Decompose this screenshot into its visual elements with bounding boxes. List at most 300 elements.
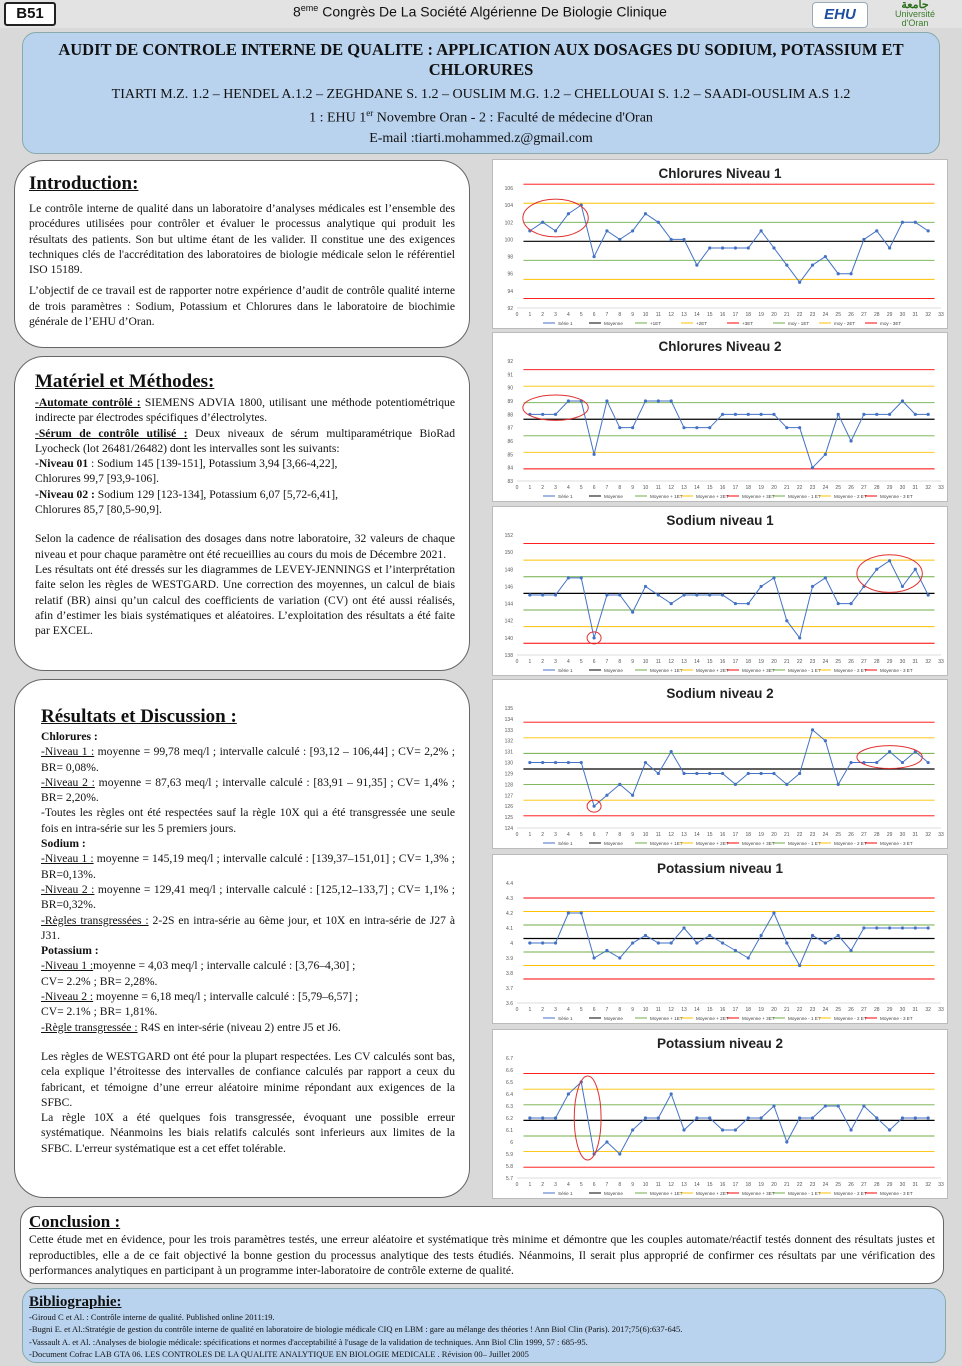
x-tick-label: 25 bbox=[835, 1182, 841, 1188]
data-point bbox=[554, 593, 557, 596]
x-tick-label: 23 bbox=[809, 832, 816, 838]
legend-label: Moyenne - 2 ET bbox=[834, 1191, 867, 1196]
x-tick-label: 14 bbox=[694, 312, 700, 318]
conclusion-text: Cette étude met en évidence, pour les trois paramètres testés, une erreur aléatoire et systématique très minime et démontre que les couples automate/réactif testés donnent des résultats justes et reproductibles, elle a de ce fait objectivé la bonne gestion du processus analytique des tests étudiés. Néanmoins, Il serait plus approprié de confirmer ces résultats par une vérification des performances analytiques en participant à un programme inter-laboratoire de contrôle externe de qualité. bbox=[29, 1233, 935, 1277]
data-point bbox=[875, 926, 878, 929]
x-tick-label: 3 bbox=[554, 832, 557, 838]
data-point bbox=[541, 941, 544, 944]
x-tick-label: 19 bbox=[758, 312, 764, 318]
x-tick-label: 8 bbox=[618, 485, 622, 491]
x-tick-label: 21 bbox=[784, 659, 790, 665]
data-point bbox=[592, 453, 595, 456]
data-point bbox=[682, 426, 685, 429]
data-point bbox=[605, 1140, 608, 1143]
data-point bbox=[592, 805, 595, 808]
y-tick-label: 6 bbox=[510, 1140, 513, 1146]
x-tick-label: 31 bbox=[912, 1182, 919, 1188]
data-point bbox=[849, 949, 852, 952]
x-tick-label: 30 bbox=[899, 1007, 906, 1013]
x-tick-label: 6 bbox=[592, 312, 596, 318]
legend-label: Moyenne - 1 ET bbox=[788, 841, 821, 846]
y-tick-label: 6.6 bbox=[506, 1068, 513, 1074]
x-tick-label: 20 bbox=[771, 659, 777, 665]
x-tick-label: 31 bbox=[912, 659, 919, 665]
legend-label: Moyenne bbox=[604, 1016, 623, 1021]
x-tick-label: 17 bbox=[732, 312, 739, 318]
chart-panel-chlorures-n2 bbox=[492, 332, 948, 502]
data-point bbox=[592, 636, 595, 639]
x-tick-label: 27 bbox=[861, 312, 867, 318]
data-point bbox=[798, 426, 801, 429]
data-point bbox=[875, 568, 878, 571]
chart-panel-potassium-n2 bbox=[492, 1029, 948, 1199]
x-tick-label: 13 bbox=[681, 312, 687, 318]
congress-title: 8eme Congrès De La Société Algérienne De Biologie Clinique bbox=[293, 3, 667, 20]
y-tick-label: 6.5 bbox=[506, 1080, 513, 1086]
x-tick-label: 2 bbox=[541, 832, 545, 838]
legend-label: moy - 3ET bbox=[880, 321, 902, 326]
x-tick-label: 6 bbox=[592, 832, 596, 838]
legend-label: Moyenne bbox=[604, 841, 623, 846]
x-tick-label: 28 bbox=[873, 659, 880, 665]
data-point bbox=[927, 926, 930, 929]
x-tick-label: 9 bbox=[631, 1182, 635, 1188]
x-tick-label: 18 bbox=[745, 485, 752, 491]
data-point bbox=[580, 761, 583, 764]
x-tick-label: 7 bbox=[605, 832, 609, 838]
data-point bbox=[695, 426, 698, 429]
data-point bbox=[618, 956, 621, 959]
x-tick-label: 30 bbox=[899, 832, 906, 838]
series-line bbox=[530, 401, 928, 468]
y-tick-label: 138 bbox=[504, 653, 513, 659]
x-tick-label: 15 bbox=[706, 659, 713, 665]
data-point bbox=[541, 593, 544, 596]
data-point bbox=[567, 911, 570, 914]
x-tick-label: 13 bbox=[681, 659, 687, 665]
data-point bbox=[721, 1128, 724, 1131]
methods-title: Matériel et Méthodes: bbox=[35, 371, 215, 392]
data-point bbox=[618, 426, 621, 429]
y-tick-label: 130 bbox=[504, 760, 513, 767]
legend-label: Moyenne - 3 ET bbox=[880, 841, 913, 846]
x-tick-label: 29 bbox=[886, 485, 893, 491]
x-tick-label: 33 bbox=[938, 312, 944, 318]
x-tick-label: 16 bbox=[719, 1182, 726, 1188]
x-tick-label: 10 bbox=[642, 485, 649, 491]
legend-label: Moyenne + 2ET bbox=[696, 1191, 729, 1196]
x-tick-label: 25 bbox=[835, 312, 841, 318]
data-point bbox=[747, 413, 750, 416]
data-point bbox=[592, 255, 595, 258]
x-tick-label: 22 bbox=[796, 1007, 803, 1013]
data-point bbox=[631, 611, 634, 614]
data-point bbox=[695, 772, 698, 775]
x-tick-label: 29 bbox=[886, 1007, 893, 1013]
data-point bbox=[927, 229, 930, 232]
reference-item: -Bugni E. et Al.:Stratégie de gestion du contrôle interne de qualité en laboratoire de biologie médicale CIQ en LBM : gare au mélange des théories ! Ann Biol Clin (Paris). 2017;75(6):637-645. bbox=[29, 1324, 683, 1335]
x-tick-label: 11 bbox=[655, 312, 661, 318]
data-point bbox=[567, 761, 570, 764]
data-point bbox=[798, 772, 801, 775]
data-point bbox=[849, 761, 852, 764]
x-tick-label: 2 bbox=[541, 1182, 545, 1188]
x-tick-label: 19 bbox=[758, 485, 764, 491]
data-point bbox=[824, 1104, 827, 1107]
x-tick-label: 5 bbox=[579, 312, 583, 318]
data-point bbox=[580, 911, 583, 914]
y-tick-label: 89 bbox=[507, 399, 513, 405]
data-point bbox=[785, 1140, 788, 1143]
x-tick-label: 18 bbox=[745, 1182, 752, 1188]
x-tick-label: 19 bbox=[758, 1007, 764, 1013]
y-tick-label: 133 bbox=[504, 727, 513, 734]
x-tick-label: 20 bbox=[771, 312, 777, 318]
x-tick-label: 3 bbox=[554, 1182, 557, 1188]
x-tick-label: 17 bbox=[732, 832, 739, 838]
x-tick-label: 9 bbox=[631, 1007, 635, 1013]
legend-label: Moyenne - 1 ET bbox=[788, 1016, 821, 1021]
x-tick-label: 1 bbox=[528, 485, 532, 491]
data-point bbox=[772, 246, 775, 249]
data-point bbox=[824, 941, 827, 944]
data-point bbox=[785, 264, 788, 267]
data-point bbox=[914, 926, 917, 929]
x-tick-label: 29 bbox=[886, 659, 893, 665]
data-point bbox=[580, 576, 583, 579]
data-point bbox=[592, 956, 595, 959]
highlight-ellipse bbox=[523, 395, 588, 420]
chart-sodium-n2 bbox=[493, 680, 949, 850]
legend-label: Moyenne + 2ET bbox=[696, 494, 729, 499]
data-point bbox=[875, 761, 878, 764]
data-point bbox=[888, 246, 891, 249]
data-point bbox=[554, 413, 557, 416]
data-point bbox=[914, 1116, 917, 1119]
chart-panel-chlorures-n1 bbox=[492, 159, 948, 329]
data-point bbox=[554, 941, 557, 944]
x-tick-label: 32 bbox=[925, 1007, 931, 1013]
x-tick-label: 26 bbox=[848, 485, 854, 491]
x-tick-label: 8 bbox=[618, 312, 622, 318]
y-tick-label: 92 bbox=[507, 359, 513, 365]
x-tick-label: 25 bbox=[835, 485, 841, 491]
data-point bbox=[618, 1152, 621, 1155]
x-tick-label: 30 bbox=[899, 659, 906, 665]
data-point bbox=[644, 1116, 647, 1119]
x-tick-label: 8 bbox=[618, 832, 622, 838]
legend-label: Moyenne - 1 ET bbox=[788, 1191, 821, 1196]
data-point bbox=[682, 772, 685, 775]
x-tick-label: 1 bbox=[528, 1007, 532, 1013]
data-point bbox=[811, 1116, 814, 1119]
y-tick-label: 129 bbox=[504, 771, 513, 778]
y-tick-label: 152 bbox=[504, 533, 513, 539]
legend-label: Moyenne + 3ET bbox=[742, 841, 775, 846]
data-point bbox=[862, 413, 865, 416]
y-tick-label: 86 bbox=[507, 439, 513, 445]
data-point bbox=[811, 585, 814, 588]
x-tick-label: 4 bbox=[567, 1007, 570, 1013]
x-tick-label: 11 bbox=[655, 1007, 661, 1013]
data-point bbox=[670, 750, 673, 753]
data-point bbox=[670, 238, 673, 241]
data-point bbox=[618, 783, 621, 786]
data-point bbox=[734, 246, 737, 249]
x-tick-label: 24 bbox=[822, 1182, 829, 1188]
data-point bbox=[760, 413, 763, 416]
y-tick-label: 131 bbox=[504, 749, 513, 756]
chart-chlorures-n1 bbox=[493, 160, 949, 330]
x-tick-label: 24 bbox=[822, 312, 829, 318]
conclusion-title: Conclusion : bbox=[29, 1212, 121, 1231]
legend-label: Série 1 bbox=[558, 841, 573, 846]
legend-label: Moyenne - 3 ET bbox=[880, 1016, 913, 1021]
x-tick-label: 30 bbox=[899, 312, 906, 318]
data-point bbox=[837, 272, 840, 275]
x-tick-label: 7 bbox=[605, 1007, 609, 1013]
x-tick-label: 19 bbox=[758, 832, 764, 838]
legend-label: Moyenne - 2 ET bbox=[834, 841, 867, 846]
x-tick-label: 2 bbox=[541, 1007, 545, 1013]
data-point bbox=[657, 221, 660, 224]
x-tick-label: 2 bbox=[541, 659, 545, 665]
x-tick-label: 18 bbox=[745, 832, 752, 838]
poster-title: AUDIT DE CONTROLE INTERNE DE QUALITE : APPLICATION AUX DOSAGES DU SODIUM, POTASSIUM ET CHLORURES bbox=[58, 40, 904, 79]
data-point bbox=[824, 739, 827, 742]
x-tick-label: 28 bbox=[873, 485, 880, 491]
x-tick-label: 13 bbox=[681, 832, 687, 838]
legend-label: moy - 1ET bbox=[788, 321, 810, 326]
legend-label: Moyenne + 1ET bbox=[650, 1016, 683, 1021]
y-tick-label: 6.7 bbox=[506, 1056, 513, 1062]
x-tick-label: 12 bbox=[668, 1182, 674, 1188]
bibliography-title: Bibliographie: bbox=[29, 1294, 122, 1310]
data-point bbox=[760, 934, 763, 937]
data-point bbox=[824, 453, 827, 456]
x-tick-label: 27 bbox=[861, 832, 867, 838]
data-point bbox=[849, 439, 852, 442]
data-point bbox=[837, 934, 840, 937]
x-tick-label: 6 bbox=[592, 485, 596, 491]
x-tick-label: 27 bbox=[861, 659, 867, 665]
x-tick-label: 5 bbox=[579, 1007, 583, 1013]
y-tick-label: 90 bbox=[507, 385, 513, 392]
data-point bbox=[875, 1116, 878, 1119]
x-tick-label: 9 bbox=[631, 832, 635, 838]
x-tick-label: 0 bbox=[515, 1007, 519, 1013]
data-point bbox=[657, 1116, 660, 1119]
x-tick-label: 33 bbox=[938, 659, 944, 665]
x-tick-label: 0 bbox=[515, 659, 519, 665]
data-point bbox=[927, 1116, 930, 1119]
legend-label: Moyenne + 2ET bbox=[696, 841, 729, 846]
y-tick-label: 106 bbox=[504, 186, 513, 192]
x-tick-label: 21 bbox=[784, 485, 790, 491]
highlight-ellipse bbox=[857, 746, 922, 769]
x-tick-label: 1 bbox=[528, 312, 532, 318]
poster-id-badge: B51 bbox=[4, 2, 56, 26]
x-tick-label: 23 bbox=[809, 485, 816, 491]
y-tick-label: 124 bbox=[504, 826, 513, 832]
x-tick-label: 14 bbox=[694, 832, 700, 838]
data-point bbox=[760, 772, 763, 775]
results-title: Résultats et Discussion : bbox=[41, 706, 237, 727]
introduction-text: Le contrôle interne de qualité dans un laboratoire d’analyses médicales est l’ensemble des procédures utilisées pour contrôler et évaluer le processus analytique qui produit les résultats des patients. Son but ultime étant de les valider. Il constitue une des exigences techniques clés de l'accréditation des laboratoires de biologie médicale selon le référentiel ISO 15189. L’objectif de ce travail est de rapporter notre expérience d’audit de contrôle qualité interne de trois paramètres : Sodium, Potassium et Chlorures dans le laboratoire de biochimie générale de l’EHU d’Oran. bbox=[29, 202, 455, 329]
data-point bbox=[695, 593, 698, 596]
data-point bbox=[541, 413, 544, 416]
data-point bbox=[849, 272, 852, 275]
x-tick-label: 33 bbox=[938, 1182, 944, 1188]
data-point bbox=[798, 281, 801, 284]
x-tick-label: 31 bbox=[912, 312, 919, 318]
data-point bbox=[631, 229, 634, 232]
y-tick-label: 6.3 bbox=[506, 1104, 513, 1110]
x-tick-label: 12 bbox=[668, 312, 674, 318]
data-point bbox=[541, 221, 544, 224]
x-tick-label: 9 bbox=[631, 312, 635, 318]
y-tick-label: 4.2 bbox=[506, 911, 513, 917]
data-point bbox=[901, 221, 904, 224]
data-point bbox=[708, 426, 711, 429]
data-point bbox=[618, 593, 621, 596]
x-tick-label: 15 bbox=[706, 312, 713, 318]
y-tick-label: 140 bbox=[504, 635, 513, 642]
reference-item: -Vassault A. et Al. :Analyses de biologie médicale: spécifications et normes d'acceptabilité à l'usage de la validation de techniques. Ann Biol Clin 1999, 57 : 685-95. bbox=[29, 1336, 588, 1347]
data-point bbox=[824, 576, 827, 579]
data-point bbox=[798, 636, 801, 639]
x-tick-label: 14 bbox=[694, 1007, 700, 1013]
data-point bbox=[785, 941, 788, 944]
data-point bbox=[901, 585, 904, 588]
y-tick-label: 94 bbox=[507, 288, 513, 295]
x-tick-label: 22 bbox=[796, 1182, 803, 1188]
x-tick-label: 18 bbox=[745, 1007, 752, 1013]
x-tick-label: 4 bbox=[567, 312, 570, 318]
authors: TIARTI M.Z. 1.2 – HENDEL A.1.2 – ZEGHDANE S. 1.2 – OUSLIM M.G. 1.2 – CHELLOUAI S. 1.2 – SAADI-OUSLIM A.S 1.2 bbox=[111, 87, 851, 102]
y-tick-label: 135 bbox=[504, 706, 513, 712]
x-tick-label: 28 bbox=[873, 832, 880, 838]
data-point bbox=[605, 593, 608, 596]
data-point bbox=[747, 602, 750, 605]
legend-label: +3ET bbox=[742, 321, 754, 326]
data-point bbox=[644, 761, 647, 764]
legend-label: Moyenne bbox=[604, 1191, 623, 1196]
x-tick-label: 20 bbox=[771, 832, 777, 838]
legend-label: Moyenne - 2 ET bbox=[834, 668, 867, 673]
x-tick-label: 33 bbox=[938, 832, 944, 838]
data-point bbox=[785, 426, 788, 429]
results-panel bbox=[14, 679, 470, 1198]
reference-item: -Document Cofrac LAB GTA 06. LES CONTROLES DE LA QUALITE ANALYTIQUE EN BIOLOGIE MEDICALE . Révision 00– Juillet 2005 bbox=[29, 1348, 529, 1359]
data-point bbox=[567, 212, 570, 215]
data-point bbox=[798, 964, 801, 967]
y-tick-label: 98 bbox=[507, 254, 513, 261]
x-tick-label: 3 bbox=[554, 485, 557, 491]
legend-label: Moyenne + 1ET bbox=[650, 1191, 683, 1196]
x-tick-label: 23 bbox=[809, 659, 816, 665]
data-point bbox=[862, 926, 865, 929]
x-tick-label: 30 bbox=[899, 1182, 906, 1188]
x-tick-label: 10 bbox=[642, 312, 649, 318]
x-tick-label: 18 bbox=[745, 659, 752, 665]
data-point bbox=[747, 772, 750, 775]
ehu-logo: EHU bbox=[812, 2, 868, 28]
y-tick-label: 3.6 bbox=[506, 1001, 513, 1007]
chart-title: Chlorures Niveau 2 bbox=[658, 339, 782, 354]
y-tick-label: 3.8 bbox=[506, 971, 513, 977]
x-tick-label: 4 bbox=[567, 659, 570, 665]
x-tick-label: 17 bbox=[732, 485, 739, 491]
contact-email[interactable]: E-mail :tiarti.mohammed.z@gmail.com bbox=[369, 130, 593, 146]
legend-label: +1ET bbox=[650, 321, 662, 326]
data-point bbox=[657, 399, 660, 402]
data-point bbox=[708, 772, 711, 775]
legend-label: Moyenne + 1ET bbox=[650, 841, 683, 846]
legend-label: Moyenne bbox=[604, 321, 623, 326]
data-point bbox=[888, 926, 891, 929]
data-point bbox=[927, 593, 930, 596]
legend-label: Moyenne + 1ET bbox=[650, 494, 683, 499]
x-tick-label: 26 bbox=[848, 832, 854, 838]
x-tick-label: 7 bbox=[605, 312, 609, 318]
x-tick-label: 28 bbox=[873, 1182, 880, 1188]
legend-label: Série 1 bbox=[558, 1191, 573, 1196]
y-tick-label: 85 bbox=[507, 452, 513, 459]
x-tick-label: 4 bbox=[567, 485, 570, 491]
x-tick-label: 23 bbox=[809, 1007, 816, 1013]
legend-label: Moyenne - 1 ET bbox=[788, 494, 821, 499]
data-point bbox=[927, 761, 930, 764]
x-tick-label: 21 bbox=[784, 1182, 790, 1188]
x-tick-label: 4 bbox=[567, 1182, 570, 1188]
data-point bbox=[644, 585, 647, 588]
legend-label: Moyenne - 1 ET bbox=[788, 668, 821, 673]
chart-sodium-n1 bbox=[493, 507, 949, 677]
data-point bbox=[644, 934, 647, 937]
data-point bbox=[567, 399, 570, 402]
legend-label: Moyenne + 2ET bbox=[696, 1016, 729, 1021]
data-point bbox=[760, 585, 763, 588]
y-tick-label: 5.7 bbox=[506, 1176, 513, 1182]
data-point bbox=[682, 238, 685, 241]
data-point bbox=[657, 772, 660, 775]
data-point bbox=[772, 911, 775, 914]
data-point bbox=[721, 246, 724, 249]
x-tick-label: 10 bbox=[642, 832, 649, 838]
x-tick-label: 28 bbox=[873, 1007, 880, 1013]
x-tick-label: 9 bbox=[631, 485, 635, 491]
legend-label: Série 1 bbox=[558, 321, 573, 326]
data-point bbox=[785, 619, 788, 622]
data-point bbox=[708, 246, 711, 249]
data-point bbox=[605, 949, 608, 952]
x-tick-label: 7 bbox=[605, 485, 609, 491]
chart-title: Potassium niveau 2 bbox=[656, 1036, 784, 1051]
data-point bbox=[772, 772, 775, 775]
data-point bbox=[721, 772, 724, 775]
x-tick-label: 1 bbox=[528, 832, 532, 838]
y-tick-label: 134 bbox=[504, 716, 513, 723]
legend-label: Moyenne - 3 ET bbox=[880, 494, 913, 499]
y-tick-label: 84 bbox=[507, 465, 513, 472]
x-tick-label: 17 bbox=[732, 1182, 739, 1188]
chart-chlorures-n2 bbox=[493, 333, 949, 503]
y-tick-label: 6.2 bbox=[506, 1116, 513, 1122]
data-point bbox=[734, 602, 737, 605]
x-tick-label: 26 bbox=[848, 659, 854, 665]
x-tick-label: 6 bbox=[592, 1007, 596, 1013]
